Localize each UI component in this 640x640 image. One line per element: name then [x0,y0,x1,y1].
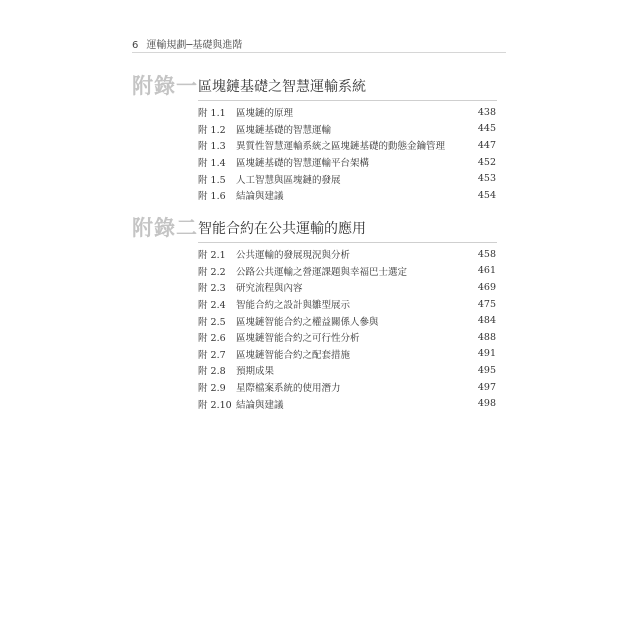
entry-number: 附 1.2 [198,124,226,136]
entry-number: 附 2.10 [198,399,232,411]
entry-number: 附 2.5 [198,316,226,328]
entry-page: 475 [477,298,496,310]
appendix-2-title: 智能合約在公共運輸的應用 [198,221,366,237]
entry-page: 491 [477,348,496,360]
entry-number: 附 2.4 [198,300,226,312]
entry-page: 454 [477,189,496,201]
entry-number: 附 2.8 [198,366,226,378]
entry-page: 453 [477,173,496,185]
appendix-1-rule [198,100,497,101]
entry-page: 488 [477,331,496,343]
entry-number: 附 1.4 [198,158,226,170]
entry-title: 異質性智慧運輸系統之區塊鏈基礎的動態金鑰管理 [236,141,446,153]
entry-number: 附 2.9 [198,383,226,395]
toc-entry[interactable] [198,137,496,154]
entry-title: 星際檔案系統的使用潛力 [236,383,341,395]
entry-number: 附 1.3 [198,141,226,153]
entry-page: 484 [477,315,496,327]
entry-page: 497 [477,381,496,393]
entry-number: 附 2.1 [198,250,226,262]
entry-title: 人工智慧與區塊鏈的發展 [236,174,341,186]
toc-entry[interactable] [198,279,496,296]
entry-page: 495 [477,364,496,376]
entry-page: 438 [477,106,496,118]
entry-page: 445 [477,123,496,135]
entry-number: 附 2.3 [198,283,226,295]
toc-entry[interactable] [198,246,496,263]
running-head [132,36,242,51]
entry-title: 區塊鏈智能合約之權益關係人參與 [236,316,379,328]
appendix-1-section [132,72,498,204]
book-title: 運輸規劃─基礎與進階 [146,40,243,51]
entry-page: 469 [477,281,496,293]
entry-title: 研究流程與內容 [236,283,303,295]
appendix-2-section [132,214,498,412]
entry-title: 公路公共運輸之營運課題與幸福巴士選定 [236,266,408,278]
toc-entry[interactable] [198,395,496,412]
appendix-1-heading [132,72,498,98]
entry-page: 461 [477,265,496,277]
entry-page: 458 [477,248,496,260]
appendix-2-number: 附錄二 [132,216,198,240]
toc-entry[interactable] [198,104,496,121]
entry-page: 447 [477,139,496,151]
entry-page: 452 [477,156,496,168]
toc-entry[interactable] [198,154,496,171]
appendix-1-number: 附錄一 [132,74,198,98]
entry-number: 附 1.6 [198,191,226,203]
entry-page: 498 [477,398,496,410]
entry-number: 附 1.5 [198,174,226,186]
entry-title: 區塊鏈智能合約之配套措施 [236,349,351,361]
toc-entry[interactable] [198,170,496,187]
entry-title: 公共運輸的發展現況與分析 [236,250,351,262]
entry-title: 智能合約之設計與雛型展示 [236,300,351,312]
toc-entry[interactable] [198,379,496,396]
appendix-2-entries [198,246,496,412]
entry-title: 區塊鏈的原理 [236,108,294,120]
page-number: 6 [132,40,139,51]
appendix-1-entries [198,104,496,204]
entry-number: 附 2.7 [198,349,226,361]
toc-entry[interactable] [198,263,496,280]
entry-title: 結論與建議 [236,399,284,411]
entry-title: 結論與建議 [236,191,284,203]
appendix-1-title: 區塊鏈基礎之智慧運輸系統 [198,79,366,95]
toc-entry[interactable] [198,346,496,363]
header-rule [132,52,506,53]
entry-title: 區塊鏈智能合約之可行性分析 [236,333,360,345]
toc-entry[interactable] [198,329,496,346]
entry-number: 附 1.1 [198,108,226,120]
toc-entry[interactable] [198,121,496,138]
entry-title: 預期成果 [236,366,275,378]
toc-entry[interactable] [198,296,496,313]
entry-number: 附 2.2 [198,266,226,278]
appendix-2-rule [198,242,497,243]
entry-number: 附 2.6 [198,333,226,345]
entry-title: 區塊鏈基礎的智慧運輸 [236,124,332,136]
toc-entry[interactable] [198,362,496,379]
toc-entry[interactable] [198,187,496,204]
entry-title: 區塊鏈基礎的智慧運輸平台架構 [236,158,370,170]
appendix-2-heading [132,214,498,240]
toc-entry[interactable] [198,312,496,329]
